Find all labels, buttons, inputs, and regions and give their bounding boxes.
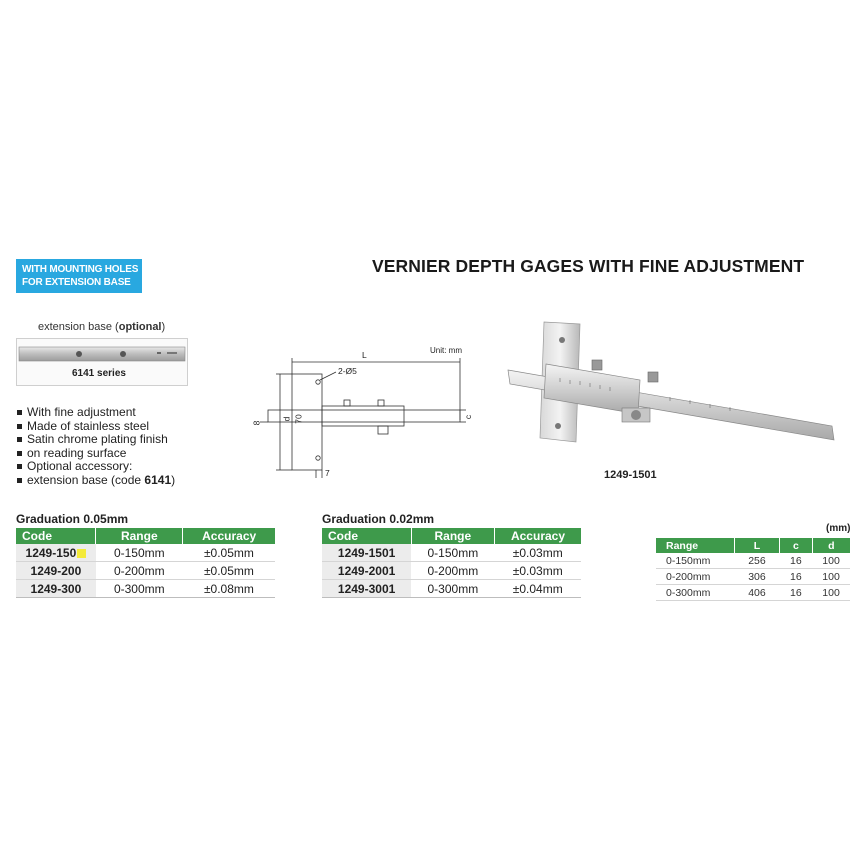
range-cell: 0-150mm bbox=[656, 553, 734, 569]
mounting-holes-badge bbox=[16, 259, 142, 293]
feature-item: With fine adjustment bbox=[16, 406, 206, 420]
range-cell: 0-300mm bbox=[96, 580, 183, 598]
drawing-label-70: 70 bbox=[293, 414, 304, 424]
table-row bbox=[322, 562, 581, 580]
accuracy-cell: ±0.04mm bbox=[494, 580, 581, 598]
table-row bbox=[656, 553, 850, 569]
depth-gage-photo bbox=[500, 318, 840, 448]
l-cell: 306 bbox=[734, 569, 779, 585]
highlight-mark bbox=[77, 549, 86, 558]
feature-last-code: 6141 bbox=[144, 472, 172, 487]
accuracy-cell: ±0.03mm bbox=[494, 562, 581, 580]
caption-optional: optional bbox=[118, 321, 162, 333]
page-title: VERNIER DEPTH GAGES WITH FINE ADJUSTMENT bbox=[372, 256, 805, 276]
c-cell: 16 bbox=[780, 553, 812, 569]
c-cell: 16 bbox=[780, 569, 812, 585]
feature-item: Satin chrome plating finish bbox=[16, 433, 206, 447]
table-row bbox=[656, 585, 850, 601]
column-header: d bbox=[812, 538, 850, 553]
table1-heading: Graduation 0.05mm bbox=[16, 512, 129, 526]
d-cell: 100 bbox=[812, 569, 850, 585]
column-header: Accuracy bbox=[494, 528, 581, 544]
accuracy-cell: ±0.05mm bbox=[183, 562, 275, 580]
code-text: 1249-150 bbox=[25, 545, 77, 560]
code-cell: 1249-200 bbox=[16, 562, 96, 580]
extension-base-bar-image bbox=[17, 343, 189, 365]
table-row bbox=[322, 580, 581, 598]
accuracy-cell: ±0.05mm bbox=[183, 544, 275, 562]
drawing-label-c: c bbox=[463, 414, 474, 420]
range-cell: 0-200mm bbox=[656, 569, 734, 585]
graduation-005-table bbox=[16, 528, 275, 598]
feature-text: on reading surface bbox=[27, 445, 127, 460]
badge-line-1: WITH MOUNTING HOLES bbox=[22, 264, 139, 275]
feature-last-post: ) bbox=[171, 472, 176, 487]
range-cell: 0-150mm bbox=[411, 544, 494, 562]
dimensions-table bbox=[656, 538, 850, 601]
l-cell: 256 bbox=[734, 553, 779, 569]
feature-item: Optional accessory: bbox=[16, 460, 206, 474]
column-header: Range bbox=[656, 538, 734, 553]
range-cell: 0-150mm bbox=[96, 544, 183, 562]
feature-last-pre: extension base (code bbox=[27, 472, 145, 487]
column-header: Code bbox=[322, 528, 411, 544]
table-row bbox=[322, 544, 581, 562]
caption-pre: extension base ( bbox=[38, 321, 119, 333]
code-cell: 1249-3001 bbox=[322, 580, 411, 598]
column-header: Code bbox=[16, 528, 96, 544]
feature-item: Made of stainless steel bbox=[16, 420, 206, 434]
l-cell: 406 bbox=[734, 585, 779, 601]
range-cell: 0-200mm bbox=[411, 562, 494, 580]
c-cell: 16 bbox=[780, 585, 812, 601]
table-header-row bbox=[16, 528, 275, 544]
product-code-label: 1249-1501 bbox=[604, 469, 657, 481]
d-cell: 100 bbox=[812, 585, 850, 601]
drawing-label-B: 8 bbox=[251, 420, 262, 426]
d-cell: 100 bbox=[812, 553, 850, 569]
table2-heading: Graduation 0.02mm bbox=[322, 512, 435, 526]
range-cell: 0-300mm bbox=[411, 580, 494, 598]
column-header: c bbox=[780, 538, 812, 553]
feature-item-continued bbox=[16, 447, 206, 461]
code-cell: 1249-2001 bbox=[322, 562, 411, 580]
table-row bbox=[16, 544, 275, 562]
accuracy-cell: ±0.08mm bbox=[183, 580, 275, 598]
technical-drawing bbox=[250, 350, 480, 480]
table-header-row bbox=[656, 538, 850, 553]
table-row bbox=[16, 562, 275, 580]
drawing-label-7: 7 bbox=[325, 468, 330, 478]
column-header: Range bbox=[96, 528, 183, 544]
graduation-002-table bbox=[322, 528, 581, 598]
drawing-unit-label: Unit: mm bbox=[430, 346, 462, 355]
feature-item-continued bbox=[16, 474, 206, 488]
badge-line-2: FOR EXTENSION BASE bbox=[22, 277, 131, 288]
code-cell bbox=[16, 544, 96, 562]
column-header: Range bbox=[411, 528, 494, 544]
drawing-label-holes: 2-Ø5 bbox=[338, 366, 357, 376]
accuracy-cell: ±0.03mm bbox=[494, 544, 581, 562]
column-header: L bbox=[734, 538, 779, 553]
range-cell: 0-200mm bbox=[96, 562, 183, 580]
code-cell: 1249-300 bbox=[16, 580, 96, 598]
drawing-label-L: L bbox=[362, 350, 367, 360]
range-cell: 0-300mm bbox=[656, 585, 734, 601]
extension-base-caption bbox=[38, 321, 165, 333]
table-row bbox=[656, 569, 850, 585]
caption-post: ) bbox=[161, 321, 166, 333]
table-header-row bbox=[322, 528, 581, 544]
dimensions-unit: (mm) bbox=[826, 523, 851, 534]
extension-series-label: 6141 series bbox=[72, 368, 126, 379]
drawing-label-d: d bbox=[281, 416, 292, 422]
feature-list bbox=[16, 406, 206, 487]
column-header: Accuracy bbox=[183, 528, 275, 544]
code-cell: 1249-1501 bbox=[322, 544, 411, 562]
table-row bbox=[16, 580, 275, 598]
